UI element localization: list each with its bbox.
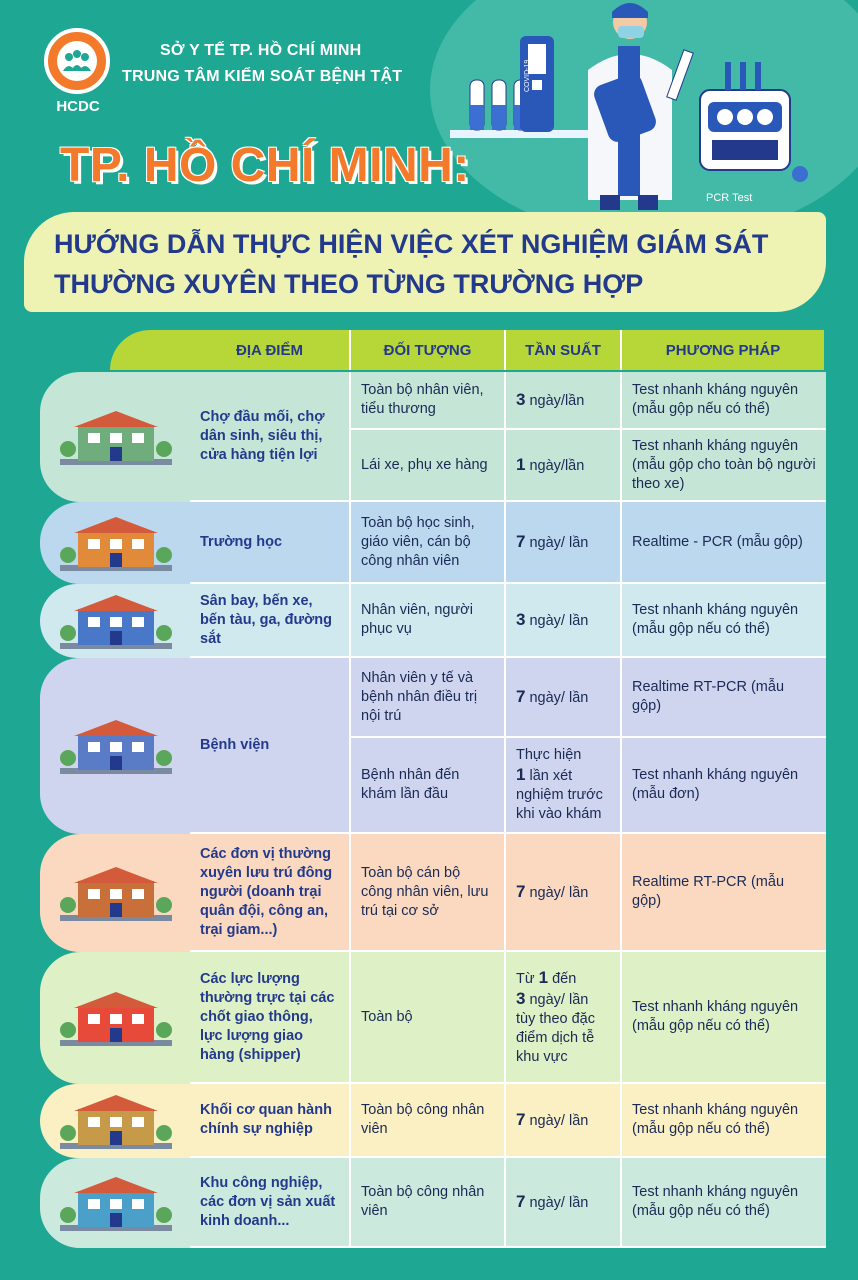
barracks-icon [60,863,172,923]
method-cell: Test nhanh kháng nguyên (mẫu gộp nếu có thể) [622,372,826,430]
table-row [40,502,826,584]
frequency-number: 1 [516,765,526,784]
table-row [40,1084,826,1158]
delivery-icon [60,988,172,1048]
method-cell: Realtime RT-PCR (mẫu gộp) [622,658,826,738]
target-cell: Nhân viên, người phục vụ [351,584,506,658]
frequency-number: 1 [516,454,526,474]
subtitle-line-2: THƯỜNG XUYÊN THEO TỪNG TRƯỜNG HỢP [54,269,644,299]
target-cell: Toàn bộ [351,952,506,1084]
org-line-1: SỞ Y TẾ TP. HỒ CHÍ MINH [160,42,362,59]
frequency-number: 7 [516,1191,526,1211]
frequency-number: 7 [516,686,526,706]
target-cell: Bệnh nhân đến khám lần đầu [351,738,506,834]
frequency-cell [506,658,622,738]
row-illustration [40,1158,192,1248]
lab-illustration [450,0,850,210]
frequency-number: 3 [516,389,526,409]
method-cell: Test nhanh kháng nguyên (mẫu gộp cho toàn bộ người theo xe) [622,430,826,502]
table-row [40,952,826,1084]
table-row [40,372,826,502]
table-row [40,658,826,834]
frequency-cell [506,952,622,1084]
school-icon [60,513,172,573]
method-cell: Realtime - PCR (mẫu gộp) [622,502,826,584]
row-illustration [40,502,192,584]
frequency-text: 3 ngày/ lần [516,609,589,629]
frequency-cell [506,1084,622,1158]
table-row [40,834,826,952]
machine-label: PCR Test [706,192,753,204]
office-icon [60,1091,172,1151]
frequency-cell [506,502,622,584]
row-illustration [40,834,192,952]
place-cell: Các đơn vị thường xuyên lưu trú đông người (doanh trại quân đội, công an, trại giam...) [190,834,351,952]
row-illustration [40,372,192,502]
frequency-cell [506,372,622,430]
table-row [40,1158,826,1248]
frequency-number: 7 [516,881,526,901]
method-cell: Test nhanh kháng nguyên (mẫu gộp nếu có thể) [622,1084,826,1158]
target-cell: Toàn bộ công nhân viên [351,1158,506,1248]
hospital-icon [60,716,172,776]
frequency-text: 7 ngày/ lần [516,881,589,901]
frequency-number: 7 [516,1109,526,1129]
target-cell: Toàn bộ nhân viên, tiểu thương [351,372,506,430]
airport-icon [60,591,172,651]
col-header-frequency: TẦN SUẤT [506,330,622,370]
target-cell: Toàn bộ cán bộ công nhân viên, lưu trú tại cơ sở [351,834,506,952]
frequency-text: 7 ngày/ lần [516,531,589,551]
target-cell: Lái xe, phụ xe hàng [351,430,506,502]
header-tab [110,330,200,370]
target-cell: Toàn bộ học sinh, giáo viên, cán bộ công nhân viên [351,502,506,584]
place-cell: Khu công nghiệp, các đơn vị sản xuất kinh doanh... [190,1158,351,1248]
frequency-text: 7 ngày/ lần [516,686,589,706]
frequency-cell [506,834,622,952]
frequency-cell [506,584,622,658]
method-cell: Test nhanh kháng nguyên (mẫu gộp nếu có thể) [622,1158,826,1248]
row-illustration [40,952,192,1084]
frequency-text: Thực hiện 1 lần xét nghiệm trước khi vào khám [516,747,603,822]
people-icon [55,39,99,83]
page-title: TP. HỒ CHÍ MINH: [60,139,470,192]
org-line-2: TRUNG TÂM KIỂM SOÁT BỆNH TẬT [122,68,403,85]
logo-text: HCDC [56,98,100,115]
frequency-number: 1 [538,967,549,987]
col-header-place: ĐỊA ĐIỂM [190,330,351,370]
frequency-cell [506,738,622,834]
table-header [190,330,824,370]
row-illustration [40,1084,192,1158]
table-row [40,584,826,658]
frequency-number: 7 [516,531,526,551]
frequency-text: 7 ngày/ lần [516,1191,589,1211]
frequency-text: Từ 1 đến 3 ngày/ lần tùy theo đặc điểm dịch tễ khu vực [516,967,595,1065]
subtitle-box [24,212,826,312]
market-icon [60,407,172,467]
frequency-cell [506,430,622,502]
frequency-text: 1 ngày/lần [516,454,585,474]
frequency-number: 3 [516,609,526,629]
frequency-cell [506,1158,622,1248]
hcdc-logo [44,28,110,94]
factory-icon [60,1173,172,1233]
target-cell: Toàn bộ công nhân viên [351,1084,506,1158]
row-illustration [40,658,192,834]
place-cell: Khối cơ quan hành chính sự nghiệp [190,1084,351,1158]
place-cell: Sân bay, bến xe, bến tàu, ga, đường sắt [190,584,351,658]
frequency-number: 3 [516,988,526,1008]
col-header-method: PHƯƠNG PHÁP [665,341,781,359]
method-cell: Test nhanh kháng nguyên (mẫu gộp nếu có thể) [622,952,826,1084]
testing-table [40,330,826,1248]
place-cell: Bệnh viện [190,658,351,834]
place-cell: Trường học [190,502,351,584]
row-illustration [40,584,192,658]
place-cell: Chợ đầu mối, chợ dân sinh, siêu thị, cửa hàng tiện lợi [190,372,351,502]
target-cell: Nhân viên y tế và bệnh nhân điều trị nội trú [351,658,506,738]
place-cell: Các lực lượng thường trực tại các chốt giao thông, lực lượng giao hàng (shipper) [190,952,351,1084]
col-header-target: ĐỐI TƯỢNG [351,330,506,370]
method-cell: Test nhanh kháng nguyên (mẫu gộp nếu có thể) [622,584,826,658]
frequency-text: 7 ngày/ lần [516,1109,589,1129]
subtitle-line-1: HƯỚNG DẪN THỰC HIỆN VIỆC XÉT NGHIỆM GIÁM SÁT [54,229,769,259]
frequency-text: 3 ngày/lần [516,389,585,409]
kit-label: COVID-19 [524,59,531,92]
method-cell: Test nhanh kháng nguyên (mẫu đơn) [622,738,826,834]
method-cell: Realtime RT-PCR (mẫu gộp) [622,834,826,952]
